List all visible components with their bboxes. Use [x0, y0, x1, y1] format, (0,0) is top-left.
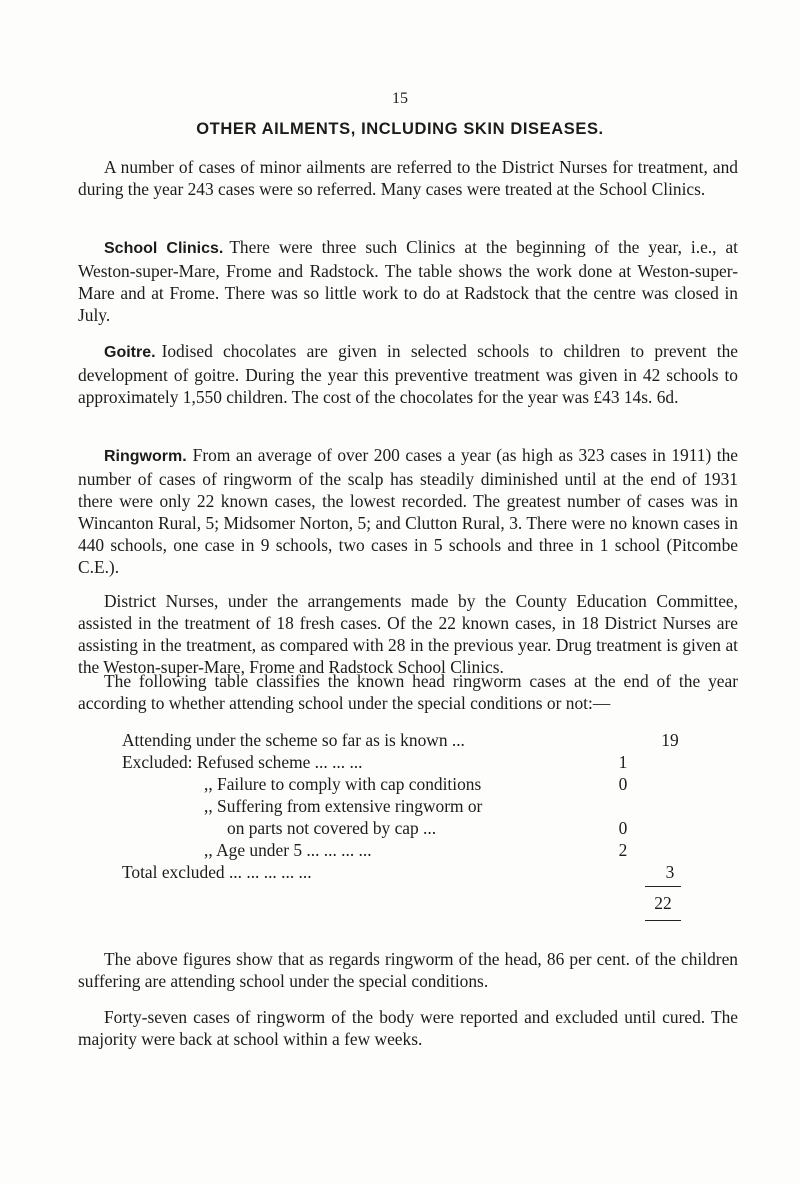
table-intro-paragraph [78, 670, 738, 714]
row-subvalue: 2 [618, 840, 628, 860]
row-subvalue: 0 [618, 774, 628, 794]
row-value: 3 [665, 862, 675, 882]
table-row [122, 861, 682, 883]
intro-paragraph [78, 156, 738, 200]
page-number: 15 [392, 90, 408, 107]
goitre-heading: Goitre. [104, 344, 156, 361]
table-row [122, 729, 682, 751]
ringworm-heading: Ringworm. [104, 448, 187, 465]
table-row [122, 839, 682, 861]
row-label: Total excluded ... ... ... ... ... [122, 862, 312, 882]
school-clinics-paragraph [78, 236, 738, 326]
ringworm-text: From an average of over 200 cases a year (as high as 323 cases in 1911) the number of cases of ringworm of the scalp has steadily diminished until at the end of 1931 there were only 22 known cases, the lowest recorded. The greatest number of cases was in Wincanton Rural, 5; Midsomer Norton, 5; and Clutton Rural, 3. There were no known cases in 440 schools, one case in 9 schools, two cases in 5 schools and three in 1 school (Pitcombe C.E.). [78, 445, 738, 577]
row-label: ,, Suffering from extensive ringworm or [204, 796, 483, 816]
row-label: ,, Failure to comply with cap conditions [204, 774, 482, 794]
goitre-text: Iodised chocolates are given in selected schools to children to prevent the development of goitre. During the year this preventive treatment was given in 42 schools to approximately 1,550 children. The cost of the chocolates for the year was £43 14s. 6d. [78, 341, 738, 407]
row-label: Attending under the scheme so far as is known ... [122, 730, 465, 750]
district-nurses-text: District Nurses, under the arrangements made by the County Education Committee, assisted in the treatment of 18 fresh cases. Of the 22 known cases, in 18 District Nurses are assisting in the treatment, as compared with 28 in the previous year. Drug treatment is given at the Weston-super-Mare, Frome and Radstock School Clinics. [78, 591, 738, 677]
table-rule-lower [645, 920, 681, 921]
table-row [122, 773, 682, 795]
table-intro-text: The following table classifies the known head ringworm cases at the end of the year according to whether attending school under the special conditions or not:— [78, 671, 738, 713]
row-subvalue: 0 [618, 818, 628, 838]
ringworm-paragraph [78, 444, 738, 578]
ringworm-classification-table [122, 729, 682, 883]
above-figures-text: The above figures show that as regards ringworm of the head, 86 per cent. of the children suffering are attending school under the special conditions. [78, 949, 738, 991]
body-ringworm-text: Forty-seven cases of ringworm of the body were reported and excluded until cured. The majority were back at school within a few weeks. [78, 1007, 738, 1049]
table-total: 22 [654, 893, 672, 913]
table-row [122, 795, 682, 817]
row-label: on parts not covered by cap ... [227, 818, 437, 838]
table-row [122, 817, 682, 839]
body-ringworm-paragraph [78, 1006, 738, 1050]
row-label: ,, Age under 5 ... ... ... ... [204, 840, 372, 860]
row-value: 19 [661, 730, 679, 750]
table-rule-upper [645, 886, 681, 887]
row-label: Excluded: Refused scheme ... ... ... [122, 752, 363, 772]
row-subvalue: 1 [618, 752, 628, 772]
table-row [122, 751, 682, 773]
school-clinics-heading: School Clinics. [104, 240, 224, 257]
intro-text: A number of cases of minor ailments are referred to the District Nurses for treatment, and during the year 243 cases were so referred. Many cases were treated at the School Clinics. [78, 157, 738, 199]
goitre-paragraph [78, 340, 738, 408]
section-title: OTHER AILMENTS, INCLUDING SKIN DISEASES. [196, 120, 604, 138]
district-nurses-paragraph [78, 590, 738, 678]
above-figures-paragraph [78, 948, 738, 992]
school-clinics-text: There were three such Clinics at the beginning of the year, i.e., at Weston-super-Mare, Frome and Radstock. The table shows the work done at Weston-super-Mare and at Frome. There was so little work to do at Radstock that the centre was closed in July. [78, 237, 739, 325]
